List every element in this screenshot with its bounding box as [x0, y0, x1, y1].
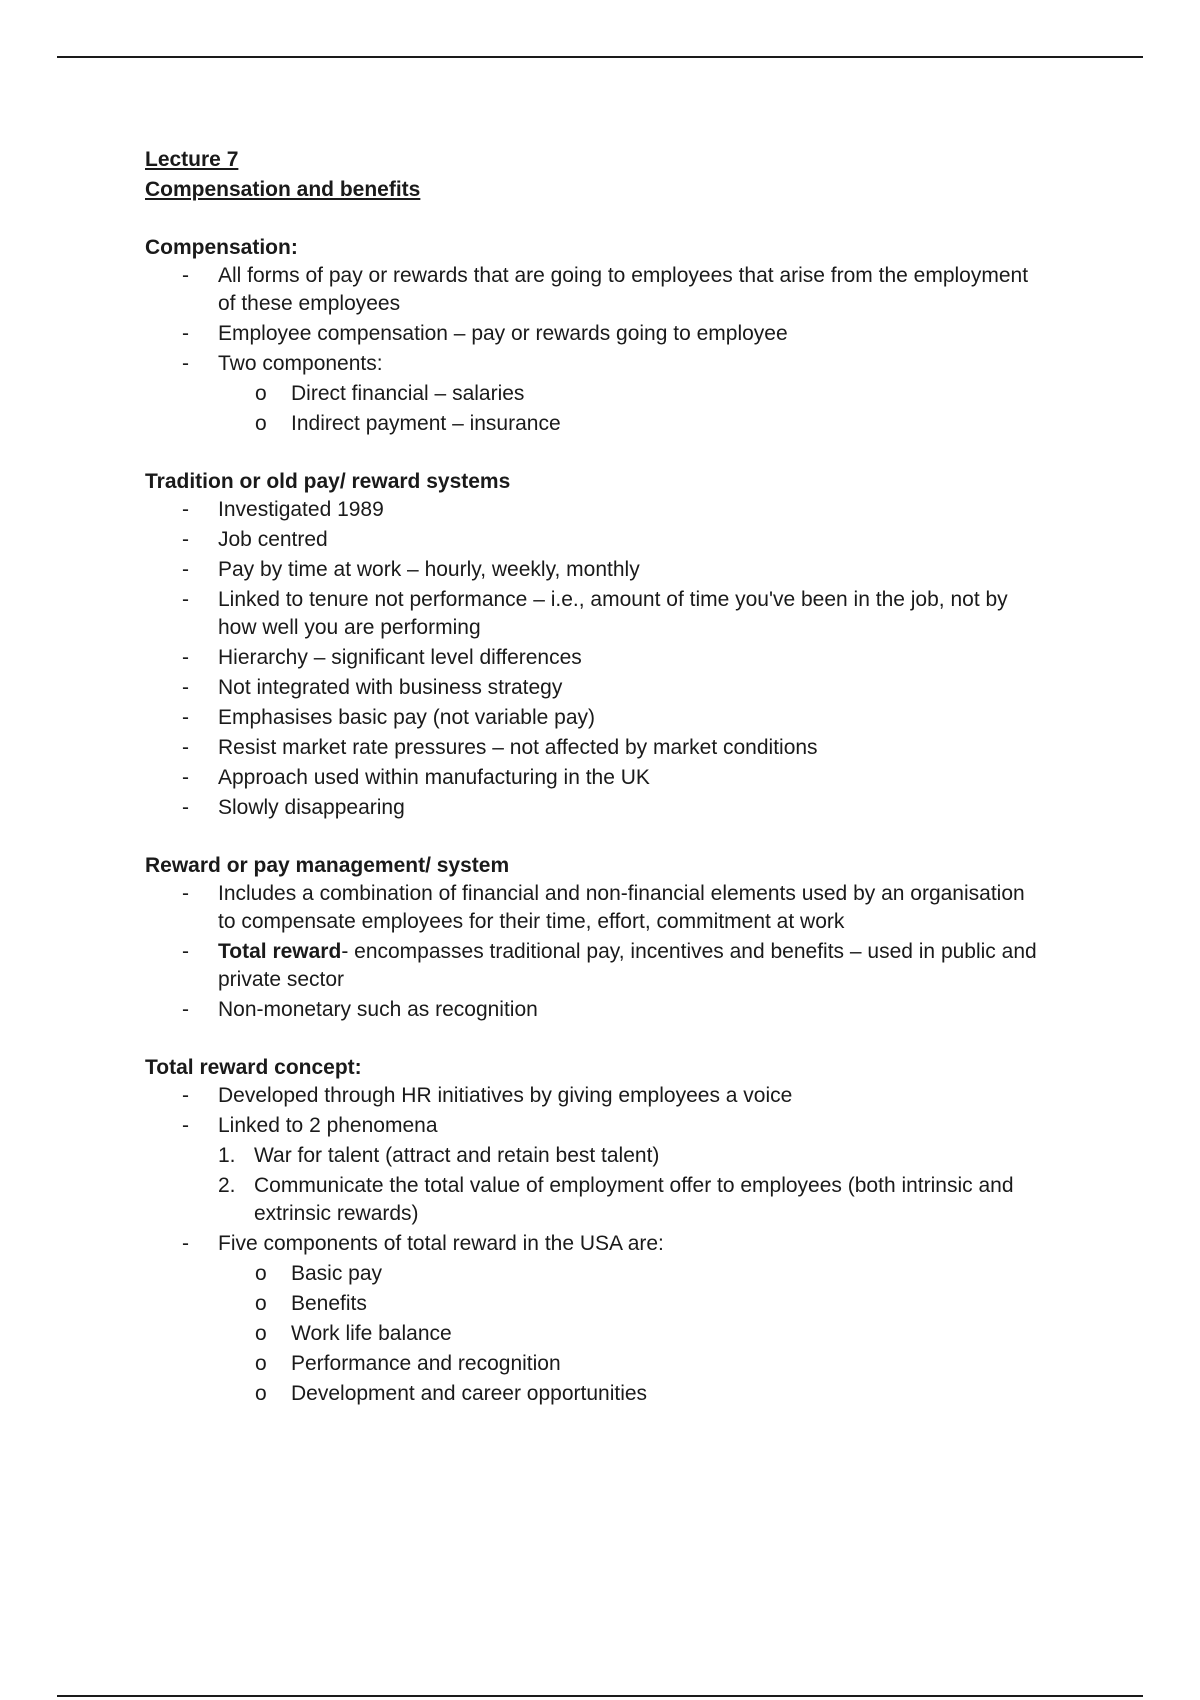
list-item-text: Emphasises basic pay (not variable pay) — [218, 706, 596, 729]
footer-rule — [57, 1695, 1143, 1697]
sub-list-item-text: Benefits — [291, 1292, 367, 1315]
numbered-item-text: War for talent (attract and retain best talent) — [254, 1144, 660, 1167]
document-body — [145, 146, 1045, 1410]
dash-bullet: - — [182, 646, 189, 669]
sub-list-item — [145, 1380, 1045, 1408]
circle-bullet: o — [255, 1352, 267, 1375]
list-item — [145, 704, 1045, 732]
list-item — [145, 1082, 1045, 1110]
dash-bullet: - — [182, 264, 189, 287]
list-item — [145, 674, 1045, 702]
dash-bullet: - — [182, 498, 189, 521]
list-item-text: Linked to tenure not performance – i.e., amount of time you've been in the job, not by how well you are performing — [218, 588, 1008, 639]
list-item-text: Two components: — [218, 352, 383, 375]
list-item-text: - encompasses traditional pay, incentives and benefits – used in public and private sector — [218, 940, 1037, 991]
dash-bullet: - — [182, 736, 189, 759]
section-heading-traditional: Tradition or old pay/ reward systems — [145, 470, 511, 493]
sub-list-item-text: Direct financial – salaries — [291, 382, 525, 405]
list-item — [145, 320, 1045, 348]
dash-bullet: - — [182, 796, 189, 819]
numbered-item — [145, 1142, 1045, 1170]
phenomena-list — [145, 1142, 1045, 1228]
circle-bullet: o — [255, 382, 267, 405]
total-reward-list-continued — [145, 1230, 1045, 1258]
list-item — [145, 1112, 1045, 1140]
circle-bullet: o — [255, 1322, 267, 1345]
list-item-text: Five components of total reward in the USA are: — [218, 1232, 664, 1255]
list-item — [145, 794, 1045, 822]
circle-bullet: o — [255, 1292, 267, 1315]
compensation-sublist — [145, 380, 1045, 438]
list-item-text: Includes a combination of financial and non-financial elements used by an organisation to compensate employees for their time, effort, commitment at work — [218, 882, 1025, 933]
circle-bullet: o — [255, 1382, 267, 1405]
list-item — [145, 496, 1045, 524]
list-item — [145, 262, 1045, 318]
dash-bullet: - — [182, 322, 189, 345]
circle-bullet: o — [255, 412, 267, 435]
list-item — [145, 526, 1045, 554]
section-heading-total-reward: Total reward concept: — [145, 1056, 362, 1079]
list-item-text: Employee compensation – pay or rewards going to employee — [218, 322, 788, 345]
sub-list-item-text: Performance and recognition — [291, 1352, 561, 1375]
list-item — [145, 880, 1045, 936]
dash-bullet: - — [182, 706, 189, 729]
dash-bullet: - — [182, 588, 189, 611]
list-item-text: Not integrated with business strategy — [218, 676, 563, 699]
list-item-text: Job centred — [218, 528, 328, 551]
number-marker: 1. — [218, 1144, 236, 1167]
list-item — [145, 938, 1045, 994]
list-item-text: Developed through HR initiatives by giving employees a voice — [218, 1084, 793, 1107]
sub-list-item-text: Development and career opportunities — [291, 1382, 648, 1405]
sub-list-item — [145, 380, 1045, 408]
list-item-text: Resist market rate pressures – not affected by market conditions — [218, 736, 818, 759]
numbered-item-text: Communicate the total value of employment offer to employees (both intrinsic and extrinsic rewards) — [254, 1174, 1014, 1225]
sub-list-item-text: Basic pay — [291, 1262, 383, 1285]
header-rule — [57, 56, 1143, 58]
dash-bullet: - — [182, 1114, 189, 1137]
sub-list-item — [145, 1350, 1045, 1378]
dash-bullet: - — [182, 528, 189, 551]
sub-list-item — [145, 410, 1045, 438]
list-item — [145, 996, 1045, 1024]
list-item-text: Linked to 2 phenomena — [218, 1114, 438, 1137]
sub-list-item — [145, 1290, 1045, 1318]
lecture-subtitle: Compensation and benefits — [145, 178, 421, 201]
dash-bullet: - — [182, 882, 189, 905]
numbered-item — [145, 1172, 1045, 1228]
lecture-title: Lecture 7 — [145, 148, 239, 171]
circle-bullet: o — [255, 1262, 267, 1285]
dash-bullet: - — [182, 558, 189, 581]
list-item-text: Investigated 1989 — [218, 498, 384, 521]
compensation-list — [145, 262, 1045, 378]
list-item-text: Approach used within manufacturing in the UK — [218, 766, 650, 789]
sub-list-item-text: Work life balance — [291, 1322, 452, 1345]
list-item — [145, 1230, 1045, 1258]
total-reward-list — [145, 1082, 1045, 1140]
list-item-text: Hierarchy – significant level differences — [218, 646, 582, 669]
list-item-text: Pay by time at work – hourly, weekly, monthly — [218, 558, 640, 581]
dash-bullet: - — [182, 998, 189, 1021]
dash-bullet: - — [182, 940, 189, 963]
list-item — [145, 644, 1045, 672]
list-item-text: Slowly disappearing — [218, 796, 405, 819]
list-item-text: All forms of pay or rewards that are going to employees that arise from the employment of these employees — [218, 264, 1029, 315]
section-heading-compensation: Compensation: — [145, 236, 298, 259]
list-item — [145, 586, 1045, 642]
dash-bullet: - — [182, 676, 189, 699]
dash-bullet: - — [182, 352, 189, 375]
sub-list-item-text: Indirect payment – insurance — [291, 412, 561, 435]
list-item — [145, 556, 1045, 584]
list-item — [145, 764, 1045, 792]
total-reward-term: Total reward — [218, 940, 342, 963]
number-marker: 2. — [218, 1174, 236, 1197]
total-reward-components — [145, 1260, 1045, 1408]
traditional-list — [145, 496, 1045, 822]
dash-bullet: - — [182, 1232, 189, 1255]
list-item — [145, 734, 1045, 762]
dash-bullet: - — [182, 1084, 189, 1107]
dash-bullet: - — [182, 766, 189, 789]
sub-list-item — [145, 1260, 1045, 1288]
list-item — [145, 350, 1045, 378]
sub-list-item — [145, 1320, 1045, 1348]
section-heading-reward-management: Reward or pay management/ system — [145, 854, 510, 877]
reward-management-list — [145, 880, 1045, 1024]
list-item-text: Non-monetary such as recognition — [218, 998, 538, 1021]
